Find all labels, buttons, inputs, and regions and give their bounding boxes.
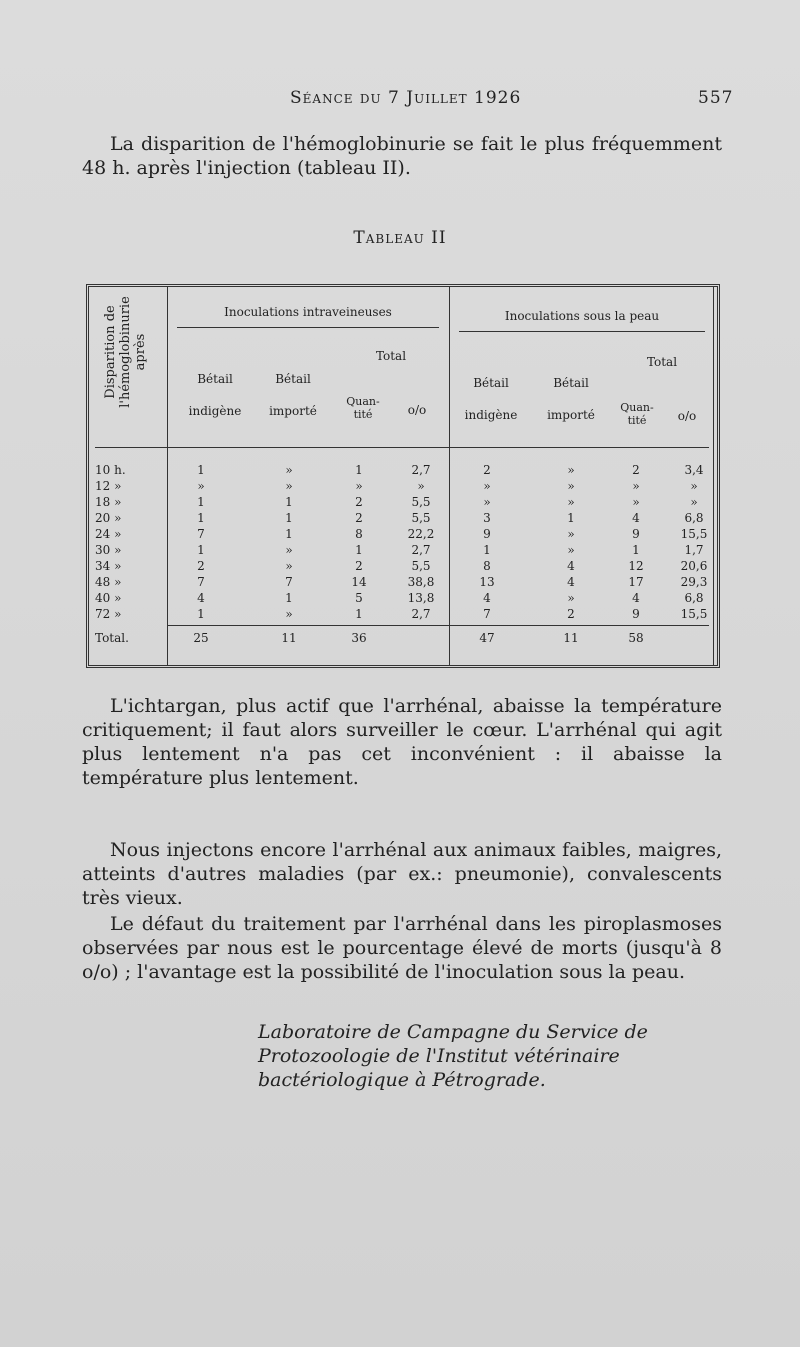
table-cell: 14	[351, 575, 367, 589]
group-sc-label: Inoculations sous la peau	[504, 309, 660, 323]
table-cell: 5,5	[411, 559, 431, 573]
table-cell: 18 »	[95, 495, 122, 509]
table-cell: 17	[628, 575, 644, 589]
table-cell: 24 »	[95, 527, 122, 541]
table-cell: 8	[483, 559, 491, 573]
table-cell: 5	[355, 591, 363, 605]
table-cell: »	[567, 463, 575, 477]
table-cell: 4	[632, 591, 640, 605]
table-cell: 11	[281, 631, 297, 645]
table-cell: 2	[483, 463, 491, 477]
table-cell: »	[567, 543, 575, 557]
table-cell: 4	[567, 559, 575, 573]
table-cell: »	[567, 495, 575, 509]
table-cell: 7	[285, 575, 293, 589]
table-cell: 47	[479, 631, 495, 645]
table-cell: 1	[483, 543, 491, 557]
table-title: Tableau II	[353, 228, 447, 248]
header-rule	[95, 447, 709, 448]
table-cell: »	[285, 543, 293, 557]
col-sc-total: Total	[646, 355, 678, 369]
table-cell: 20,6	[680, 559, 708, 573]
table-cell: 15,5	[680, 527, 708, 541]
table-cell: 7	[197, 527, 205, 541]
col-iv-pct: o/o	[407, 403, 427, 417]
table-row	[89, 607, 723, 623]
group-iv-label: Inoculations intraveineuses	[224, 305, 392, 319]
table-cell: 2,7	[411, 543, 431, 557]
table-cell: 1	[285, 527, 293, 541]
col-iv-quantite: Quan-tité	[346, 395, 380, 421]
table-cell: 5,5	[411, 495, 431, 509]
col-iv-importe: Bétail importé	[269, 372, 317, 418]
table-cell: Total.	[95, 631, 129, 645]
table-cell: 6,8	[684, 511, 704, 525]
table-cell: 12 »	[95, 479, 122, 493]
table-row	[89, 559, 723, 575]
table-cell: 1	[197, 495, 205, 509]
total-row	[89, 631, 723, 647]
table-cell: 1	[197, 543, 205, 557]
table-row	[89, 575, 723, 591]
col-sc-importe: Bétail importé	[547, 376, 595, 422]
table-cell: 4	[632, 511, 640, 525]
signature-laboratory: Laboratoire de Campagne du Service de Protozoologie de l'Institut vétérinaire bactériologique à Pétrograde.	[258, 1021, 648, 1091]
col-sc-quantite: Quan-tité	[620, 401, 654, 427]
table-cell: 2	[355, 511, 363, 525]
table-cell: 2,7	[411, 463, 431, 477]
table-row	[89, 511, 723, 527]
paragraph-defaut: Le défaut du traitement par l'arrhénal dans les piroplasmoses observées par nous est le pourcentage élevé de morts (jusqu'à 8 o/o) ; l'avantage est la possibilité de l'inoculation sous la peau.	[82, 913, 722, 983]
table-cell: 22,2	[407, 527, 435, 541]
table-cell: 8	[355, 527, 363, 541]
table-cell: 20 »	[95, 511, 122, 525]
table-cell: 2	[355, 559, 363, 573]
table-cell: 1	[355, 543, 363, 557]
table-cell: 2,7	[411, 607, 431, 621]
table-cell: 29,3	[680, 575, 708, 589]
col-iv-total: Total	[375, 349, 407, 363]
table-cell: 10 h.	[95, 463, 126, 477]
table-cell: 3,4	[684, 463, 704, 477]
table-cell: »	[690, 495, 698, 509]
table-cell: »	[567, 591, 575, 605]
table-cell: 1	[567, 511, 575, 525]
paragraph-ichtargan: L'ichtargan, plus actif que l'arrhénal, abaisse la température critiquement; il faut alors surveiller le cœur. L'arrhénal qui agit plus lentement n'a pas cet inconvénient : il abaisse la température plus lentement.	[82, 695, 722, 789]
table-cell: 25	[193, 631, 209, 645]
row-header-label: Disparition de l'hémoglobinurie après	[103, 296, 148, 408]
table-cell: 38,8	[407, 575, 435, 589]
table-row	[89, 591, 723, 607]
col-iv-indigene: Bétail indigène	[188, 372, 242, 418]
table-row	[89, 527, 723, 543]
col-sc-indigene: Bétail indigène	[464, 376, 518, 422]
table-cell: 7	[197, 575, 205, 589]
table-cell: 2	[197, 559, 205, 573]
table-cell: »	[285, 479, 293, 493]
table-cell: 1	[632, 543, 640, 557]
group-underline	[459, 331, 705, 332]
table-cell: 9	[632, 527, 640, 541]
table-row	[89, 543, 723, 559]
intro-paragraph: La disparition de l'hémoglobinurie se fait le plus fréquemment 48 h. après l'injection (tableau II).	[82, 133, 722, 179]
table-cell: »	[285, 559, 293, 573]
table-cell: 13	[479, 575, 495, 589]
table-cell: »	[567, 479, 575, 493]
table-cell: 36	[351, 631, 367, 645]
table-cell: 72 »	[95, 607, 122, 621]
table-cell: 13,8	[407, 591, 435, 605]
table-cell: 1	[355, 607, 363, 621]
table-cell: »	[483, 495, 491, 509]
table-cell: »	[197, 479, 205, 493]
table-cell: 48 »	[95, 575, 122, 589]
table-row	[89, 495, 723, 511]
table-cell: 5,5	[411, 511, 431, 525]
table-cell: 2	[567, 607, 575, 621]
header-title: Séance du 7 Juillet 1926	[290, 88, 522, 108]
data-table	[86, 284, 720, 668]
page-number: 557	[698, 88, 734, 108]
table-cell: »	[690, 479, 698, 493]
table-cell: 2	[632, 463, 640, 477]
table-cell: 4	[483, 591, 491, 605]
paragraph-injections: Nous injectons encore l'arrhénal aux animaux faibles, maigres, atteints d'autres maladies (par ex.: pneumonie), convalescents très vieux.	[82, 839, 722, 909]
table-cell: »	[417, 479, 425, 493]
table-cell: 30 »	[95, 543, 122, 557]
table-cell: 34 »	[95, 559, 122, 573]
table-cell: »	[632, 479, 640, 493]
table-cell: »	[285, 607, 293, 621]
table-cell: 2	[355, 495, 363, 509]
total-rule	[167, 625, 709, 626]
table-cell: 7	[483, 607, 491, 621]
table-cell: 1	[285, 591, 293, 605]
table-cell: 3	[483, 511, 491, 525]
group-underline	[177, 327, 439, 328]
table-cell: »	[355, 479, 363, 493]
table-cell: 1	[197, 511, 205, 525]
table-cell: 15,5	[680, 607, 708, 621]
table-cell: »	[567, 527, 575, 541]
table-cell: »	[632, 495, 640, 509]
table-cell: 1,7	[684, 543, 704, 557]
table-cell: »	[285, 463, 293, 477]
col-sc-pct: o/o	[677, 409, 697, 423]
table-row	[89, 479, 723, 495]
table-cell: 1	[285, 495, 293, 509]
table-cell: 1	[197, 463, 205, 477]
table-cell: 9	[483, 527, 491, 541]
table-cell: 40 »	[95, 591, 122, 605]
table-cell: 9	[632, 607, 640, 621]
table-cell: 1	[355, 463, 363, 477]
table-cell: »	[483, 479, 491, 493]
table-cell: 58	[628, 631, 644, 645]
table-cell: 11	[563, 631, 579, 645]
table-cell: 1	[285, 511, 293, 525]
table-cell: 1	[197, 607, 205, 621]
table-cell: 6,8	[684, 591, 704, 605]
table-row	[89, 463, 723, 479]
table-cell: 12	[628, 559, 644, 573]
table-cell: 4	[197, 591, 205, 605]
table-cell: 4	[567, 575, 575, 589]
